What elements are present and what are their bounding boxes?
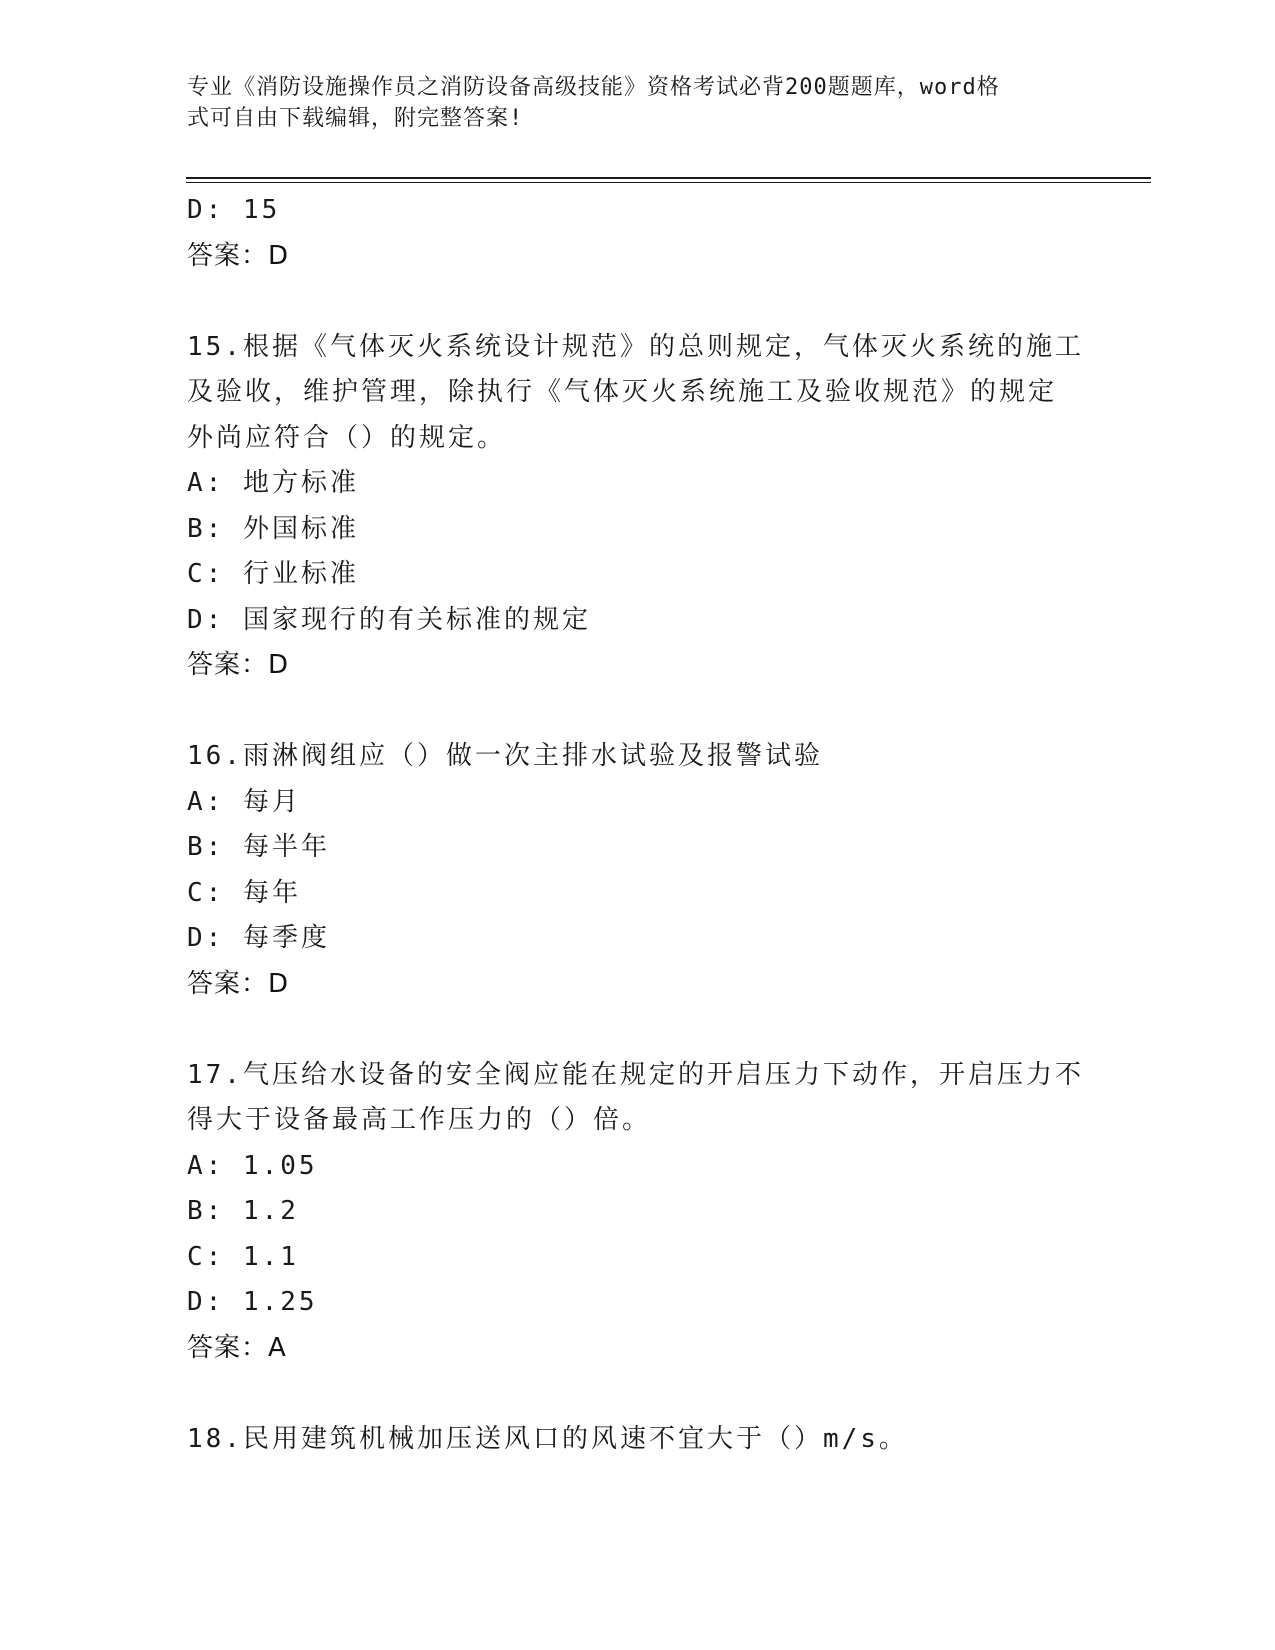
option-c: C: 行业标准 [187,559,359,589]
option-d: D: 15 [187,195,281,225]
question-16 [187,734,1087,1007]
option-b: B: 外国标准 [187,513,359,544]
option-d: D: 国家现行的有关标准的规定 [187,604,591,635]
question-17 [187,1053,1087,1372]
question-text-line: 17.气压给水设备的安全阀应能在规定的开启压力下动作，开启压力不 [187,1059,1084,1090]
header-rule-thin [186,182,1151,183]
question-text-line: 16.雨淋阀组应（）做一次主排水试验及报警试验 [187,741,823,771]
question-list [187,188,1087,1462]
option-d: D: 1.25 [187,1287,318,1317]
answer-line: 答案：D [187,650,290,680]
question-text-line: 外尚应符合（）的规定。 [187,422,507,453]
question-18 [187,1417,1087,1463]
answer-line: 答案：D [187,968,290,999]
option-d: D: 每季度 [187,923,330,953]
option-c: C: 每年 [187,877,301,908]
option-c: C: 1.1 [187,1241,299,1272]
partial-question [187,188,1087,279]
header-line-2: 式可自由下载编辑，附完整答案! [187,106,524,131]
question-15 [187,325,1087,689]
question-text-line: 15.根据《气体灭火系统设计规范》的总则规定，气体灭火系统的施工 [187,331,1084,362]
question-text-line: 18.民用建筑机械加压送风口的风速不宜大于（）m/s。 [187,1423,908,1454]
question-text-line: 得大于设备最高工作压力的（）倍。 [187,1105,652,1135]
option-a: A: 每月 [187,786,301,817]
answer-line: 答案：A [187,1332,287,1363]
header-line-1: 专业《消防设施操作员之消防设备高级技能》资格考试必背200题题库，word格 [187,75,1000,100]
option-a: A: 地方标准 [187,468,359,498]
option-b: B: 1.2 [187,1196,299,1226]
option-b: B: 每半年 [187,832,330,862]
document-header [187,72,1087,134]
option-a: A: 1.05 [187,1150,318,1181]
answer-line: 答案：D [187,240,290,271]
header-rule-thick [186,177,1151,179]
question-text-line: 及验收，维护管理，除执行《气体灭火系统施工及验收规范》的规定 [187,377,1058,407]
